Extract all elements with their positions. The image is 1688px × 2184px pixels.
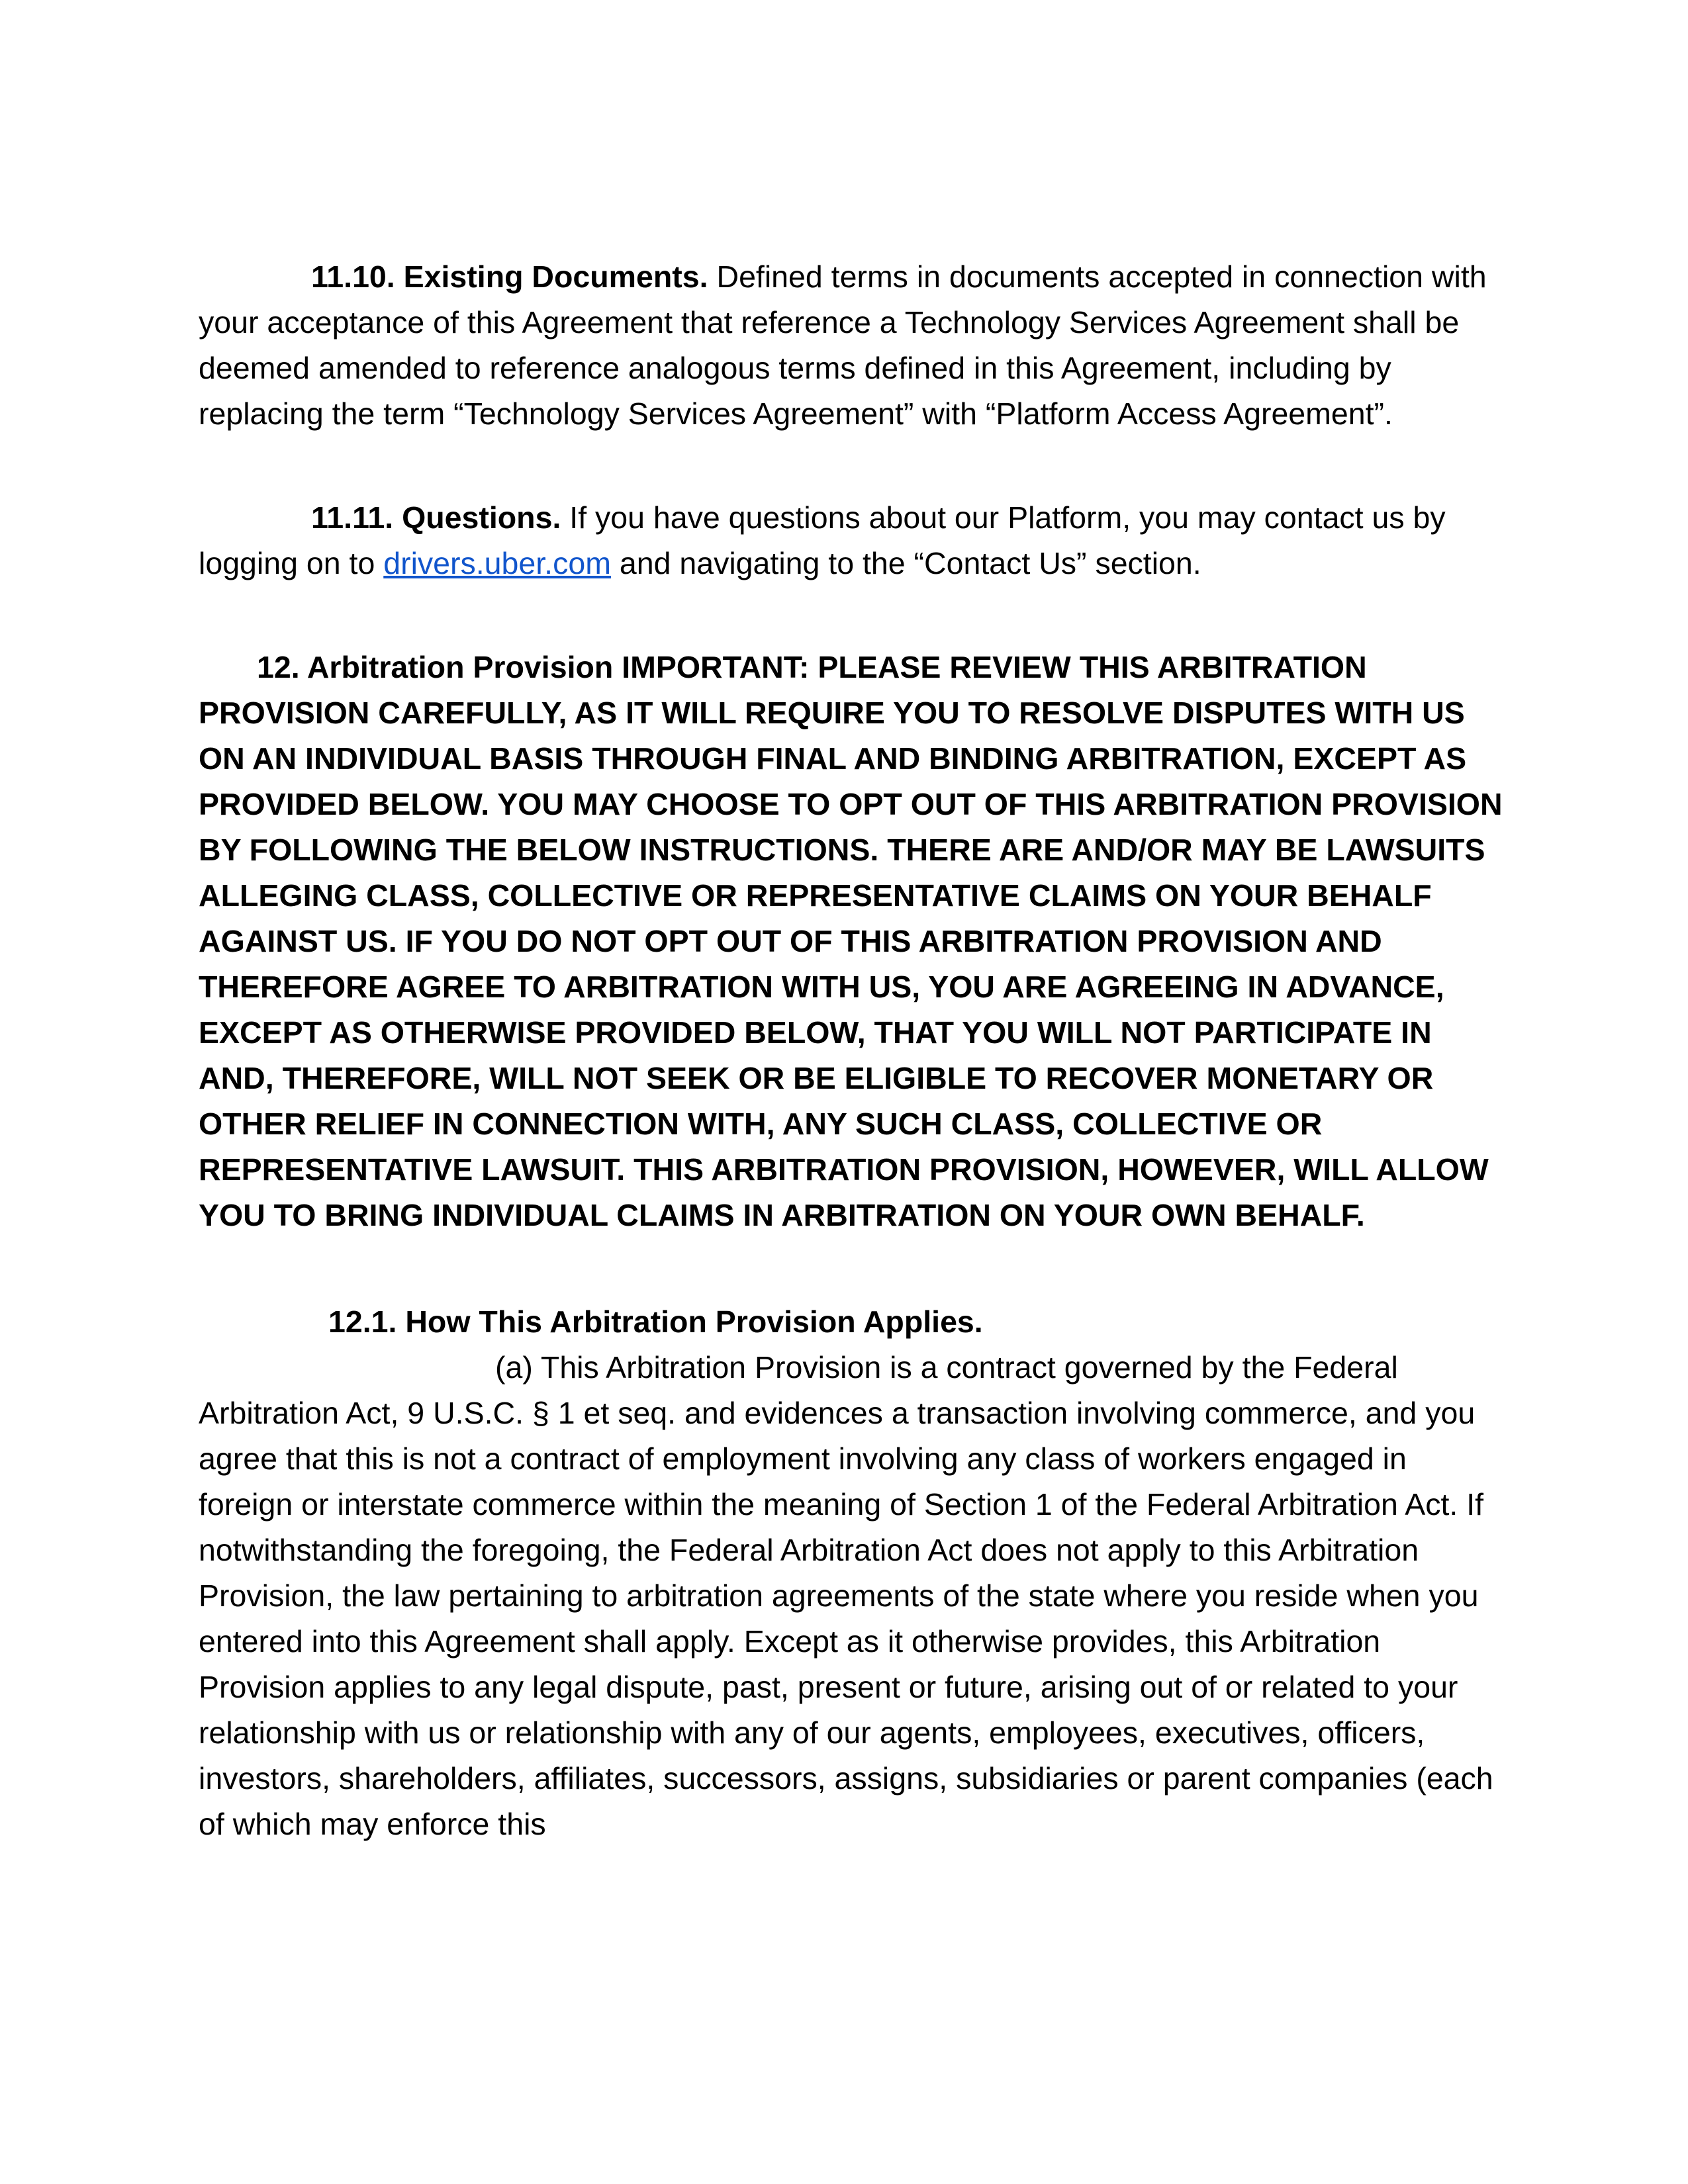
- section-11-10: [199, 254, 1503, 437]
- section-11-11: [199, 495, 1503, 586]
- section-11-10-text: Defined terms in documents accepted in connection with your acceptance of this Agreement that reference a Technology Services Agreement shall be deemed amended to reference analogous terms defined in this Agreement, including by replacing the term “Technology Services Agreement” with “Platform Access Agreement”.: [199, 259, 1487, 431]
- section-11-11-heading: 11.11. Questions.: [311, 500, 561, 535]
- document-page: [199, 254, 1503, 1847]
- section-12-1-heading: 12.1. How This Arbitration Provision Applies.: [328, 1304, 983, 1339]
- section-12-arbitration-notice: 12. Arbitration Provision IMPORTANT: PLEASE REVIEW THIS ARBITRATION PROVISION CAREFULLY, AS IT WILL REQUIRE YOU TO RESOLVE DISPUTES WITH US ON AN INDIVIDUAL BASIS THROUGH FINAL AND BINDING ARBITRATION, EXCEPT AS PROVIDED BELOW. YOU MAY CHOOSE TO OPT OUT OF THIS ARBITRATION PROVISION BY FOLLOWING THE BELOW INSTRUCTIONS. THERE ARE AND/OR MAY BE LAWSUITS ALLEGING CLASS, COLLECTIVE OR REPRESENTATIVE CLAIMS ON YOUR BEHALF AGAINST US. IF YOU DO NOT OPT OUT OF THIS ARBITRATION PROVISION AND THEREFORE AGREE TO ARBITRATION WITH US, YOU ARE AGREEING IN ADVANCE, EXCEPT AS OTHERWISE PROVIDED BELOW, THAT YOU WILL NOT PARTICIPATE IN AND, THEREFORE, WILL NOT SEEK OR BE ELIGIBLE TO RECOVER MONETARY OR OTHER RELIEF IN CONNECTION WITH, ANY SUCH CLASS, COLLECTIVE OR REPRESENTATIVE LAWSUIT. THIS ARBITRATION PROVISION, HOWEVER, WILL ALLOW YOU TO BRING INDIVIDUAL CLAIMS IN ARBITRATION ON YOUR OWN BEHALF.: [199, 650, 1503, 1232]
- section-11-11-text-before: If you have questions about our Platform, you may contact us by logging on to: [199, 500, 1446, 580]
- section-11-10-heading: 11.10. Existing Documents.: [311, 259, 708, 294]
- section-12-1-paragraph-a: (a) This Arbitration Provision is a contract governed by the Federal Arbitration Act, 9 U.S.C. § 1 et seq. and evidences a transaction involving commerce, and you agree that this is not a contract of employment involving any class of workers engaged in foreign or interstate commerce within the meaning of Section 1 of the Federal Arbitration Act. If notwithstanding the foregoing, the Federal Arbitration Act does not apply to this Arbitration Provision, the law pertaining to arbitration agreements of the state where you reside when you entered into this Agreement shall apply. Except as it otherwise provides, this Arbitration Provision applies to any legal dispute, past, present or future, arising out of or related to your relationship with us or relationship with any of our agents, employees, executives, officers, investors, shareholders, affiliates, successors, assigns, subsidiaries or parent companies (each of which may enforce this: [199, 1350, 1493, 1841]
- section-11-11-text-after: and navigating to the “Contact Us” section.: [610, 546, 1201, 580]
- drivers-uber-link[interactable]: drivers.uber.com: [383, 546, 611, 580]
